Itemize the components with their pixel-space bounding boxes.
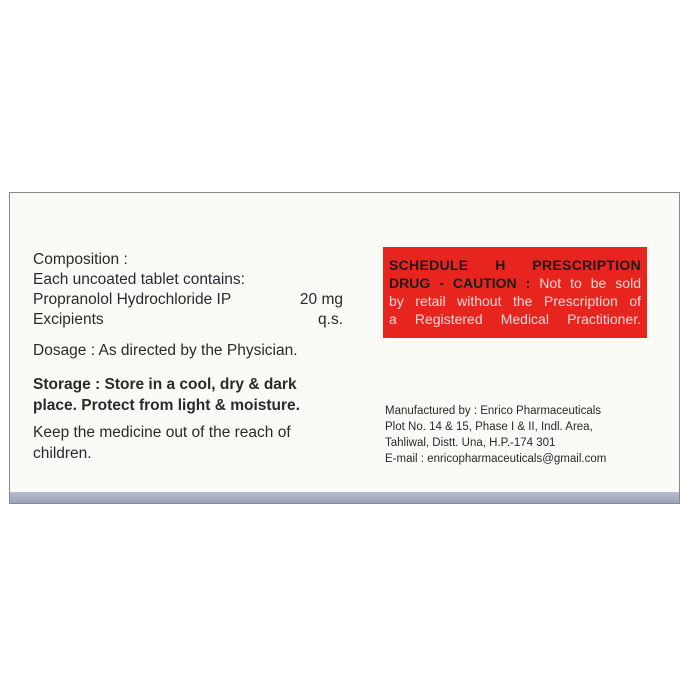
- schedule-h-caution-box: [383, 247, 647, 338]
- address-line: Tahliwal, Distt. Una, H.P.-174 301: [385, 437, 556, 449]
- heading-word: PRESCRIPTION: [532, 257, 641, 273]
- composition-intro: Each uncoated tablet contains:: [33, 271, 245, 288]
- composition-heading: Composition :: [33, 251, 128, 268]
- safety-note: [33, 422, 353, 464]
- caution-line: by retail without the Prescription of: [389, 293, 641, 309]
- composition-row: [33, 290, 343, 310]
- safety-line: children.: [33, 445, 92, 462]
- email-line: E-mail : enricopharmaceuticals@gmail.com: [385, 453, 607, 465]
- label-bottom-band: [10, 492, 679, 503]
- ingredient-name: Excipients: [33, 311, 104, 328]
- dosage-text: Dosage : As directed by the Physician.: [33, 342, 298, 359]
- composition-row: [33, 310, 343, 330]
- manufacturer-line: Manufactured by : Enrico Pharmaceuticals: [385, 405, 602, 417]
- ingredient-amount: 20 mg: [299, 291, 343, 308]
- heading-word: H: [495, 257, 506, 273]
- safety-line: Keep the medicine out of the reach of: [33, 424, 291, 441]
- caution-text: Not to be sold: [539, 275, 641, 291]
- manufacturer-info: [385, 403, 655, 467]
- storage-instructions: [33, 374, 353, 416]
- ingredient-amount: q.s.: [318, 311, 343, 328]
- caution-line: [389, 274, 641, 292]
- storage-line: place. Protect from light & moisture.: [33, 397, 300, 414]
- caution-line: a Registered Medical Practitioner.: [389, 311, 641, 327]
- storage-line: Storage : Store in a cool, dry & dark: [33, 376, 297, 393]
- composition-section: [33, 250, 343, 330]
- drug-caution-label: DRUG - CAUTION :: [389, 275, 531, 291]
- ingredient-name: Propranolol Hydrochloride IP: [33, 291, 232, 308]
- schedule-h-heading: [389, 256, 641, 274]
- heading-word: SCHEDULE: [389, 257, 469, 273]
- address-line: Plot No. 14 & 15, Phase I & II, Indl. Area,: [385, 421, 593, 433]
